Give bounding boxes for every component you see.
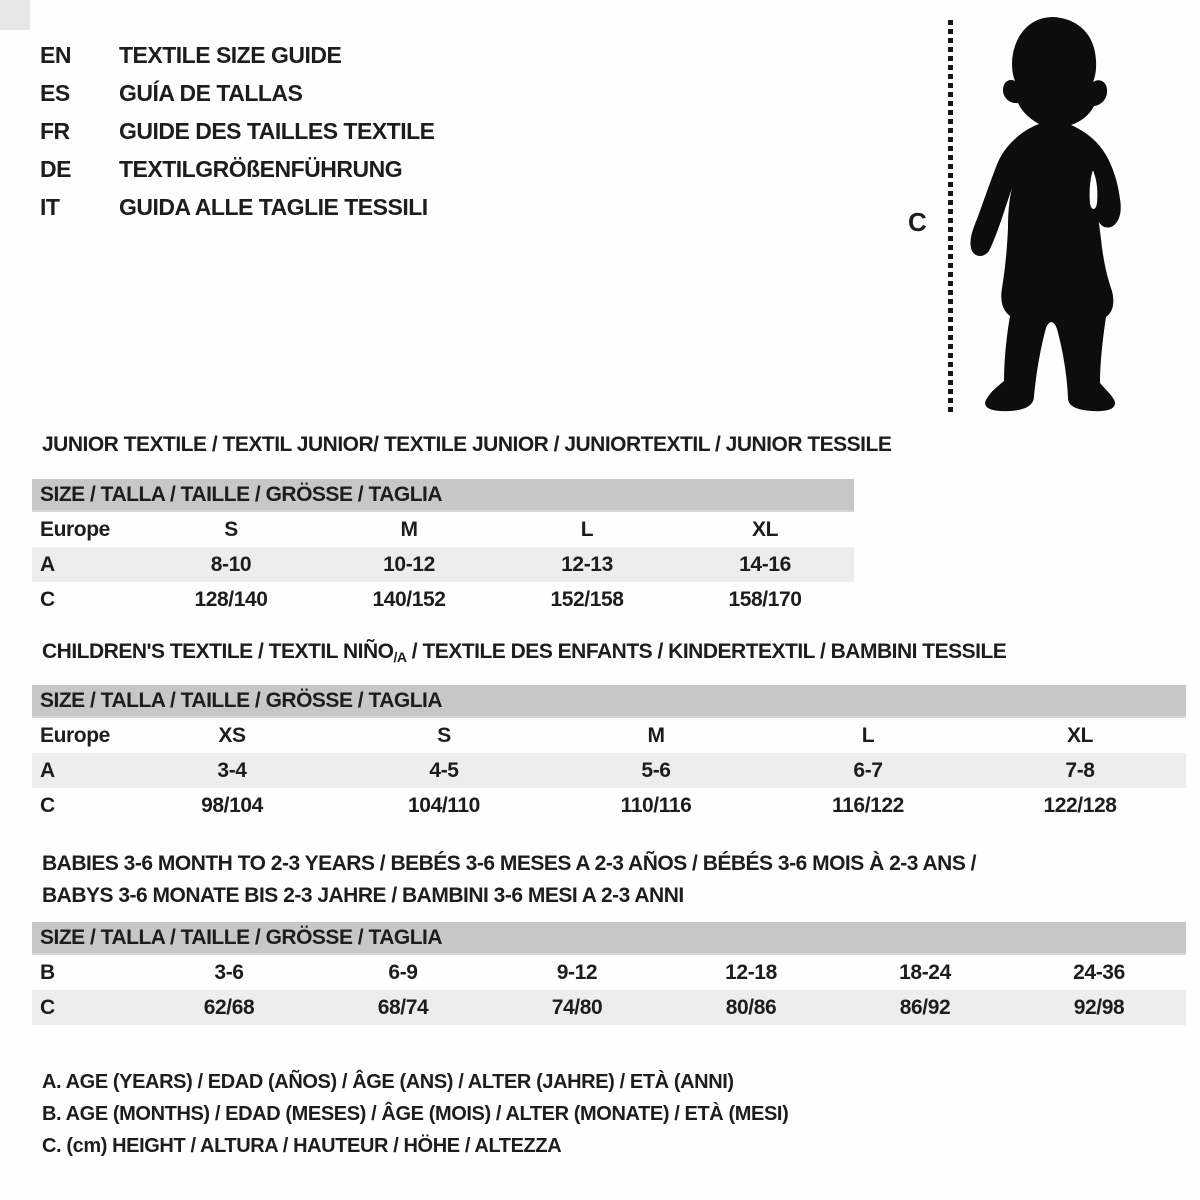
table-row-height — [32, 990, 1186, 1025]
size-value: XL — [751, 517, 779, 541]
row-label: Europe — [40, 723, 110, 747]
height-value: 98/104 — [201, 793, 263, 817]
months-value: 3-6 — [214, 960, 244, 984]
months-value: 6-9 — [388, 960, 418, 984]
height-value: 80/86 — [725, 995, 777, 1019]
table-row-age — [32, 547, 854, 582]
height-value: 122/128 — [1043, 793, 1117, 817]
size-value: XS — [218, 723, 246, 747]
height-value: 116/122 — [832, 793, 904, 817]
age-value: 12-13 — [561, 552, 613, 576]
height-value: 110/116 — [620, 793, 692, 817]
lang-code: FR — [40, 117, 70, 144]
lang-code: ES — [40, 79, 70, 106]
table-row-age — [32, 753, 1186, 788]
months-value: 12-18 — [725, 960, 777, 984]
table-row-europe — [32, 512, 854, 547]
age-value: 14-16 — [739, 552, 791, 576]
height-value: 140/152 — [372, 587, 446, 611]
children-section-title — [42, 640, 1006, 669]
row-label: C — [40, 793, 55, 817]
babies-title-line2: BABYS 3-6 MONATE BIS 2-3 JAHRE / BAMBINI 3-6 MESI A 2-3 ANNI — [42, 884, 684, 907]
lang-row-it — [40, 188, 435, 226]
size-value: L — [861, 723, 875, 747]
table-row-europe — [32, 718, 1186, 753]
height-value: 92/98 — [1073, 995, 1125, 1019]
size-header-band: SIZE / TALLA / TAILLE / GRÖSSE / TAGLIA — [32, 922, 1186, 955]
size-value: M — [400, 517, 418, 541]
guide-title-en: TEXTILE SIZE GUIDE — [119, 41, 342, 68]
age-value: 3-4 — [217, 758, 247, 782]
row-label: A — [40, 552, 55, 576]
age-value: 8-10 — [210, 552, 252, 576]
size-value: S — [437, 723, 451, 747]
babies-title-line1: BABIES 3-6 MONTH TO 2-3 YEARS / BEBÉS 3-6 MESES A 2-3 AÑOS / BÉBÉS 3-6 MOIS À 2-3 ANS / — [42, 852, 977, 875]
height-value: 128/140 — [194, 587, 268, 611]
children-title-pre: CHILDREN'S TEXTILE / TEXTIL NIÑO — [42, 640, 394, 663]
row-label: A — [40, 758, 55, 782]
lang-code: IT — [40, 193, 60, 220]
size-value: L — [580, 517, 594, 541]
table-row-months — [32, 955, 1186, 990]
guide-title-es: GUÍA DE TALLAS — [119, 79, 303, 106]
guide-title-it: GUIDA ALLE TAGLIE TESSILI — [119, 193, 428, 220]
lang-code: EN — [40, 41, 71, 68]
size-value: XL — [1066, 723, 1094, 747]
babies-section-title — [42, 848, 976, 912]
language-title-list — [40, 36, 435, 226]
size-value: M — [647, 723, 665, 747]
height-value: 104/110 — [408, 793, 480, 817]
babies-size-table — [32, 922, 1186, 1025]
height-value: 68/74 — [377, 995, 429, 1019]
junior-section-title: JUNIOR TEXTILE / TEXTIL JUNIOR/ TEXTILE JUNIOR / JUNIORTEXTIL / JUNIOR TESSILE — [42, 433, 892, 456]
lang-row-de — [40, 150, 435, 188]
age-value: 10-12 — [383, 552, 435, 576]
table-row-height — [32, 788, 1186, 823]
height-value: 86/92 — [899, 995, 951, 1019]
legend-age-years: A. AGE (YEARS) / EDAD (AÑOS) / ÂGE (ANS) / ALTER (JAHRE) / ETÀ (ANNI) — [42, 1071, 734, 1093]
row-label: C — [40, 587, 55, 611]
height-value: 74/80 — [551, 995, 603, 1019]
lang-row-fr — [40, 112, 435, 150]
height-measure-label: C — [908, 207, 927, 237]
measure-legend — [42, 1066, 788, 1162]
months-value: 24-36 — [1073, 960, 1125, 984]
children-size-table — [32, 685, 1186, 823]
age-value: 4-5 — [429, 758, 459, 782]
corner-checker-artifact — [0, 0, 30, 30]
size-header-band: SIZE / TALLA / TAILLE / GRÖSSE / TAGLIA — [32, 479, 854, 512]
row-label: Europe — [40, 517, 110, 541]
junior-size-table — [32, 479, 854, 617]
height-value: 152/158 — [550, 587, 624, 611]
lang-code: DE — [40, 155, 71, 182]
height-value: 158/170 — [728, 587, 802, 611]
guide-title-de: TEXTILGRÖßENFÜHRUNG — [119, 155, 403, 182]
height-value: 62/68 — [203, 995, 255, 1019]
row-label: C — [40, 995, 55, 1019]
guide-title-fr: GUIDE DES TAILLES TEXTILE — [119, 117, 435, 144]
size-value: S — [224, 517, 238, 541]
age-value: 5-6 — [641, 758, 671, 782]
legend-height-cm: C. (cm) HEIGHT / ALTURA / HAUTEUR / HÖHE / ALTEZZA — [42, 1135, 562, 1157]
row-label: B — [40, 960, 55, 984]
children-title-sub: /A — [393, 649, 407, 665]
table-row-height — [32, 582, 854, 617]
size-header-band: SIZE / TALLA / TAILLE / GRÖSSE / TAGLIA — [32, 685, 1186, 718]
children-title-post: / TEXTILE DES ENFANTS / KINDERTEXTIL / BAMBINI TESSILE — [406, 640, 1007, 663]
months-value: 9-12 — [556, 960, 598, 984]
lang-row-en — [40, 36, 435, 74]
height-dashed-line — [948, 20, 953, 416]
months-value: 18-24 — [899, 960, 951, 984]
legend-age-months: B. AGE (MONTHS) / EDAD (MESES) / ÂGE (MOIS) / ALTER (MONATE) / ETÀ (MESI) — [42, 1103, 789, 1125]
lang-row-es — [40, 74, 435, 112]
age-value: 7-8 — [1065, 758, 1095, 782]
age-value: 6-7 — [853, 758, 883, 782]
toddler-silhouette-icon — [963, 15, 1133, 417]
